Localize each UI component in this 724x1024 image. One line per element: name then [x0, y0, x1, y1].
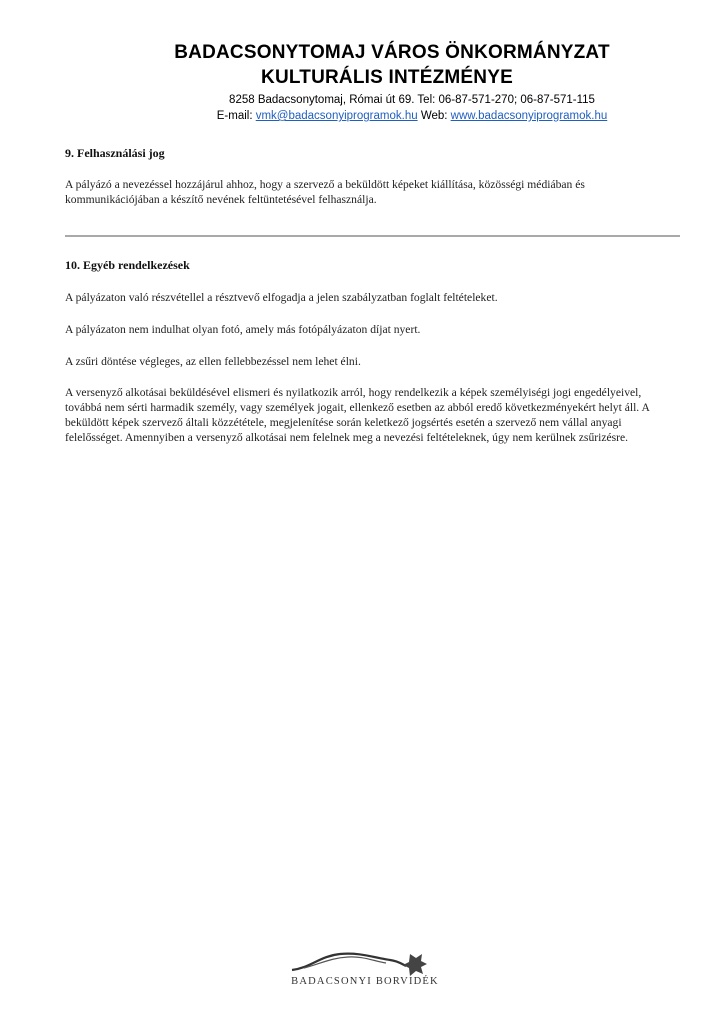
organization-name: BADACSONYTOMAJ VÁROS ÖNKORMÁNYZAT [174, 42, 610, 63]
organization-subtitle: KULTURÁLIS INTÉZMÉNYE [261, 67, 513, 88]
section-10-paragraph-3: A zsűri döntése végleges, az ellen fellebbezéssel nem lehet élni. [65, 355, 361, 368]
section-10-paragraph-2: A pályázaton nem indulhat olyan fotó, amely más fotópályázaton díjat nyert. [65, 323, 421, 336]
section-divider [65, 235, 680, 237]
email-label: E-mail: [216, 110, 253, 122]
section-10-title: 10. Egyéb rendelkezések [65, 258, 190, 272]
section-9-title: 9. Felhasználási jog [65, 146, 165, 160]
section-9-text: A pályázó a nevezéssel hozzájárul ahhoz, hogy a szervező a beküldött képeket kiállítása, közösségi médiában és kommunikációjában a készítő nevének feltüntetésével felhasználja. [65, 178, 585, 206]
web-label: Web: [420, 110, 448, 122]
section-10-paragraph-4: A versenyző alkotásai beküldésével elismeri és nyilatkozik arról, hogy rendelkezik a képek személyiségi jogi engedélyeivel, továbbá nem sérti harmadik személy, vagy személyek jogait, ellenkező esetben az abból eredő következményekért helyt áll. A beküldött képek szervező általi közzététele, megjelenítése során keletkező jogsértés esetén a szervező nem vállal anyagi felelősséget. Amennyiben a versenyző alkotásai nem felelnek meg a nevezési feltételeknek, úgy nem kerülnek zsűrizésre. [65, 386, 650, 444]
letterhead [0, 40, 724, 124]
address-line: 8258 Badacsonytomaj, Római út 69. Tel: 06-87-571-270; 06-87-571-115 [229, 94, 595, 106]
email-link[interactable]: vmk@badacsonyiprogramok.hu [255, 110, 418, 122]
logo-text: BADACSONYI BORVIDÉK [291, 976, 439, 987]
section-10-paragraph-1: A pályázaton való részvétellel a résztvevő elfogadja a jelen szabályzatban foglalt feltételeket. [65, 291, 498, 304]
web-link[interactable]: www.badacsonyiprogramok.hu [450, 110, 608, 122]
contact-line [0, 108, 724, 124]
